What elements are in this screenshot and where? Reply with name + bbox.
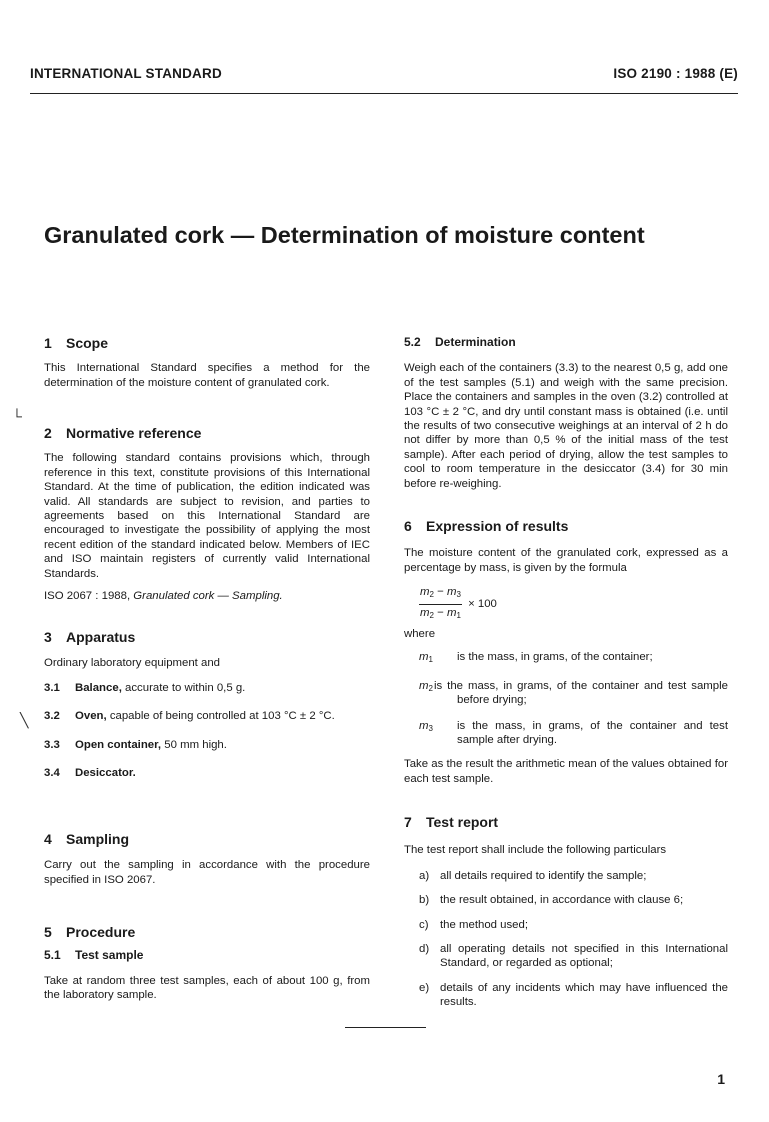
report-item: a) all details required to identify the sample; [419, 869, 647, 882]
section-expression-of-results [404, 519, 728, 786]
page-number: 1 [717, 1071, 725, 1087]
report-item: d) all operating details not specified in this International Standard, or regarded as optional; [419, 943, 728, 970]
margin-mark: └ [12, 408, 22, 424]
section-heading: 1 Scope [44, 335, 109, 351]
report-item: b) the result obtained, in accordance with clause 6; [419, 894, 684, 907]
section-heading: 4 Sampling [44, 831, 130, 847]
header-document-id: ISO 2190 : 1988 (E) [613, 66, 738, 81]
section-normative-reference [44, 426, 370, 603]
section-determination [404, 335, 728, 491]
test-report-intro: The test report shall include the following particulars [404, 844, 667, 857]
where-label: where [404, 628, 436, 641]
apparatus-item: 3.2 Oven, capable of being controlled at 103 °C ± 2 °C. [44, 710, 335, 723]
normative-ref: ISO 2067 : 1988, Granulated cork — Sampling. [44, 590, 283, 603]
scope-text: This International Standard specifies a method for the determination of the moisture content of granulated cork. [44, 362, 370, 389]
variable-definition: $m_3$ is the mass, in grams, of the container and test sample after drying. [419, 719, 728, 747]
margin-mark: ╲ [20, 712, 29, 728]
footer-rule [345, 1027, 426, 1028]
apparatus-intro: Ordinary laboratory equipment and [44, 657, 221, 670]
section-heading: 5 Procedure [44, 924, 136, 940]
variable-definition: $m_1$ is the mass, in grams, of the container; [419, 651, 653, 665]
header-standard-type: INTERNATIONAL STANDARD [30, 66, 222, 81]
apparatus-item: 3.1 Balance, accurate to within 0,5 g. [44, 681, 246, 694]
report-item: e) details of any incidents which may have influenced the results. [419, 981, 728, 1009]
section-scope [44, 336, 370, 390]
section-test-report [404, 815, 728, 1010]
expression-intro: The moisture content of the granulated cork, expressed as a percentage by mass, is given by the formula [404, 547, 728, 574]
expression-outro: Take as the result the arithmetic mean of the values obtained for each test sample. [404, 758, 728, 785]
section-procedure [44, 925, 370, 1003]
section-heading: 7 Test report [404, 814, 499, 830]
apparatus-item: 3.3 Open container, 50 mm high. [44, 738, 227, 751]
header-rule [30, 93, 738, 94]
variable-definition: $m_2$ is the mass, in grams, of the container and test sample before drying; [419, 679, 728, 707]
sampling-text: Carry out the sampling in accordance with the procedure specified in ISO 2067. [44, 859, 370, 886]
report-item: c) the method used; [419, 918, 529, 931]
test-sample-text: Take at random three test samples, each of about 100 g, from the laboratory sample. [44, 974, 370, 1002]
section-heading: 2 Normative reference [44, 425, 202, 441]
normative-text: The following standard contains provisions which, through reference in this text, constitute provisions of this International Standard. At the time of publication, the edition indicated was valid. All standards are subject to revision, and parties to agreements based on this International Standard are encouraged to investigate the possibility of applying the most recent edition of the standard indicated below. Members of IEC and ISO maintain registers of currently valid International Standards. [44, 452, 370, 580]
section-heading: 6 Expression of results [404, 518, 569, 534]
section-heading: 3 Apparatus [44, 629, 136, 645]
subsection-heading: 5.1 Test sample [44, 948, 144, 963]
subsection-heading: 5.2 Determination [404, 335, 516, 349]
determination-text: Weigh each of the containers (3.3) to the nearest 0,5 g, add one of the test samples (5.1) and weigh with the same precision. Place the containers and samples in the oven (3.2) controlled at 103 °C ± 2 °C, and dry until constant mass is obtained (i.e. until the results of two consecutive weighings at an interval of 2 h do not differ by more than 0,5 % of the initial mass of the test sample). After each period of drying, allow the test samples to cool to room temperature in the desiccator (3.4) for 30 min before re-weighing. [404, 362, 728, 490]
section-apparatus [44, 630, 370, 780]
apparatus-item: 3.4 Desiccator. [44, 767, 136, 780]
formula: $\frac{m_2 - m_3}{m_2 - m_1}$ × 100 [420, 586, 497, 620]
section-sampling [44, 832, 370, 887]
page-title: Granulated cork — Determination of moisture content [44, 222, 645, 248]
